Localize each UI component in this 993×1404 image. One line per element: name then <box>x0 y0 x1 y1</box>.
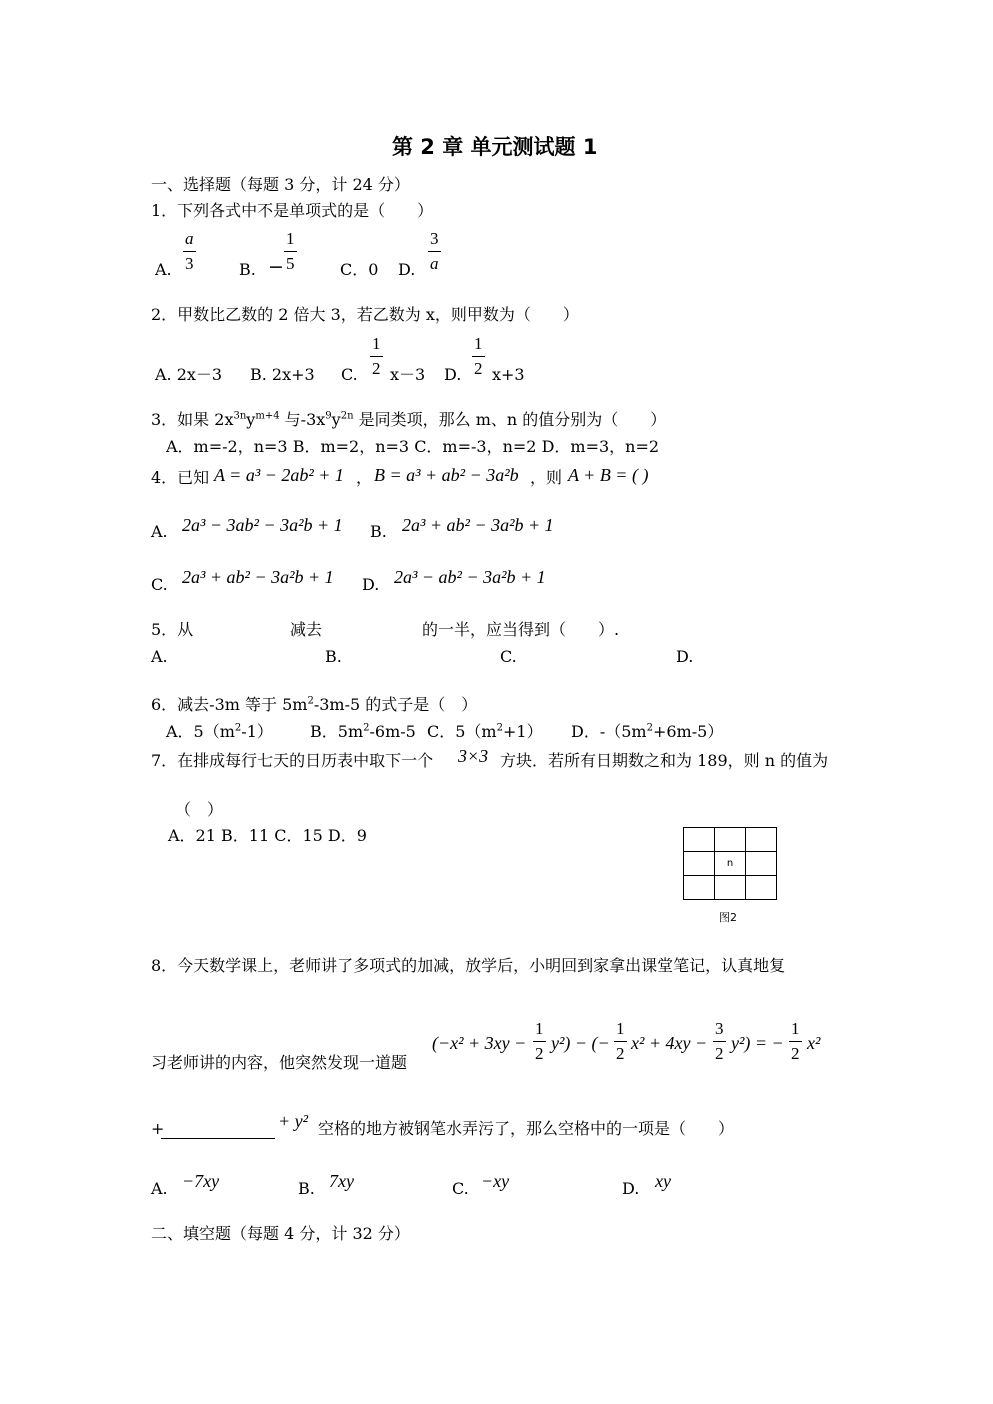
q5-option-b: B. <box>325 647 342 666</box>
q6-option-c: C．$5(m^2+1)$ <box>427 722 543 741</box>
q5-part3: 的一半，应当得到（ ）. <box>422 620 620 639</box>
q7-paren: （ ） <box>175 800 224 819</box>
q2-option-c-fraction: 1 2 <box>372 334 381 378</box>
q1-option-d-fraction: 3 a <box>430 229 439 273</box>
q7-stem-pre: 7．在排成每行七天的日历表中取下一个 <box>151 751 434 770</box>
q4-option-b-expr: 2a³ + ab² − 3a²b + 1 <box>402 515 554 535</box>
q8-option-a-expr: −7xy <box>182 1171 220 1191</box>
q2-stem: 2．甲数比乙数的 2 倍大 3，若乙数为 x，则甲数为（ ） <box>151 305 579 324</box>
q4-option-c-expr: 2a³ + ab² − 3a²b + 1 <box>182 567 334 587</box>
q1-stem: 1．下列各式中不是单项式的是（ ） <box>151 201 434 220</box>
figure-caption: 图2 <box>719 911 737 924</box>
q8-line2: 习老师讲的内容，他突然发现一道题 <box>151 1053 408 1072</box>
q6-option-b: B．$5m^2-6m-5$ <box>310 722 416 741</box>
q5-option-c: C. <box>500 647 517 666</box>
q4-option-a-label: A. <box>151 522 168 541</box>
q5-option-d: D. <box>676 647 694 666</box>
q2-option-d-label: D. <box>444 365 462 384</box>
q1-option-b-fraction: 1 5 <box>286 229 295 273</box>
q3-options: A．m=-2，n=3 B．m=2，n=3 C．m=-3，n=2 D．m=3，n=2 <box>166 437 660 456</box>
q4-a-definition: A = a³ − 2ab² + 1 <box>214 465 344 485</box>
q2-option-c-rest: x－3 <box>390 365 426 384</box>
q2-option-a: A. 2x－3 <box>155 365 223 384</box>
q8-option-b-label: B. <box>298 1179 315 1198</box>
q4-option-d-label: D. <box>362 575 380 594</box>
q7-block-size: 3×3 <box>458 746 489 766</box>
q4-sep2: ，则 <box>530 468 563 487</box>
q7-stem-post: 方块．若所有日期数之和为 189，则 n 的值为 <box>500 751 829 770</box>
q8-option-a-label: A. <box>151 1179 168 1198</box>
q2-option-d-rest: x+3 <box>492 365 525 384</box>
q4-ask: A + B = ( ) <box>568 465 649 485</box>
q4-option-a-expr: 2a³ − 3ab² − 3a²b + 1 <box>182 515 343 535</box>
q1-option-b-label: B. <box>239 260 256 279</box>
q4-stem-pre: 4．已知 <box>151 468 210 487</box>
q4-option-b-label: B. <box>370 522 387 541</box>
q8-answer-blank <box>161 1138 275 1139</box>
q2-option-d-fraction: 1 2 <box>474 334 483 378</box>
q6-option-d: D．$-(5m^2+6m-5)$ <box>571 722 724 741</box>
q5-part2: 减去 <box>290 620 323 639</box>
q8-line3-y-term: + y² <box>278 1111 309 1131</box>
q5-option-a: A. <box>151 647 168 666</box>
q8-option-b-expr: 7xy <box>329 1171 354 1191</box>
q8-option-c-expr: −xy <box>481 1171 510 1191</box>
q2-option-b: B. 2x+3 <box>250 365 315 384</box>
q5-part1: 5．从 <box>151 620 194 639</box>
q6-option-a: A．$5(m^2-1)$ <box>166 722 273 741</box>
page-title: 第 2 章 单元测试题 1 <box>392 135 598 159</box>
q8-option-c-label: C. <box>452 1179 469 1198</box>
q8-line3-plus: + <box>151 1119 165 1138</box>
q1-option-a-label: A. <box>155 260 172 279</box>
grid-center-cell: n <box>715 852 746 876</box>
q7-options: A．21 B．11 C．15 D．9 <box>168 826 367 845</box>
q8-line3-text: 空格的地方被钢笔水弄污了，那么空格中的一项是（ ） <box>318 1119 735 1138</box>
calendar-grid-figure <box>683 827 777 900</box>
q1-option-c: C．0 <box>340 260 379 279</box>
q8-line1: 8．今天数学课上，老师讲了多项式的加减，放学后，小明回到家拿出课堂笔记，认真地复 <box>151 956 786 975</box>
q1-option-b-sign: − <box>268 256 284 278</box>
q1-option-d-label: D. <box>398 260 416 279</box>
section-heading-choice: 一、选择题（每题 3 分，计 24 分） <box>151 175 410 194</box>
q3-stem: 3．如果 $2x^{3n}y^{m+4}$ 与$-3x^9y^{2n}$ 是同类项，那么 m、n 的值分别为（ ） <box>151 410 667 429</box>
q4-option-d-expr: 2a³ − ab² − 3a²b + 1 <box>394 567 546 587</box>
q4-b-definition: B = a³ + ab² − 3a²b <box>374 465 519 485</box>
section-heading-fill-in: 二、填空题（每题 4 分，计 32 分） <box>151 1224 410 1243</box>
q4-sep1: ， <box>356 468 373 487</box>
q1-option-a-fraction: a 3 <box>185 229 194 273</box>
q2-option-c-label: C. <box>341 365 358 384</box>
q8-option-d-expr: xy <box>655 1171 671 1191</box>
q4-option-c-label: C. <box>151 575 168 594</box>
q8-option-d-label: D. <box>622 1179 640 1198</box>
q6-stem: 6．减去-3m 等于 $5m^2-3m-5$ 的式子是（ ） <box>151 695 478 714</box>
